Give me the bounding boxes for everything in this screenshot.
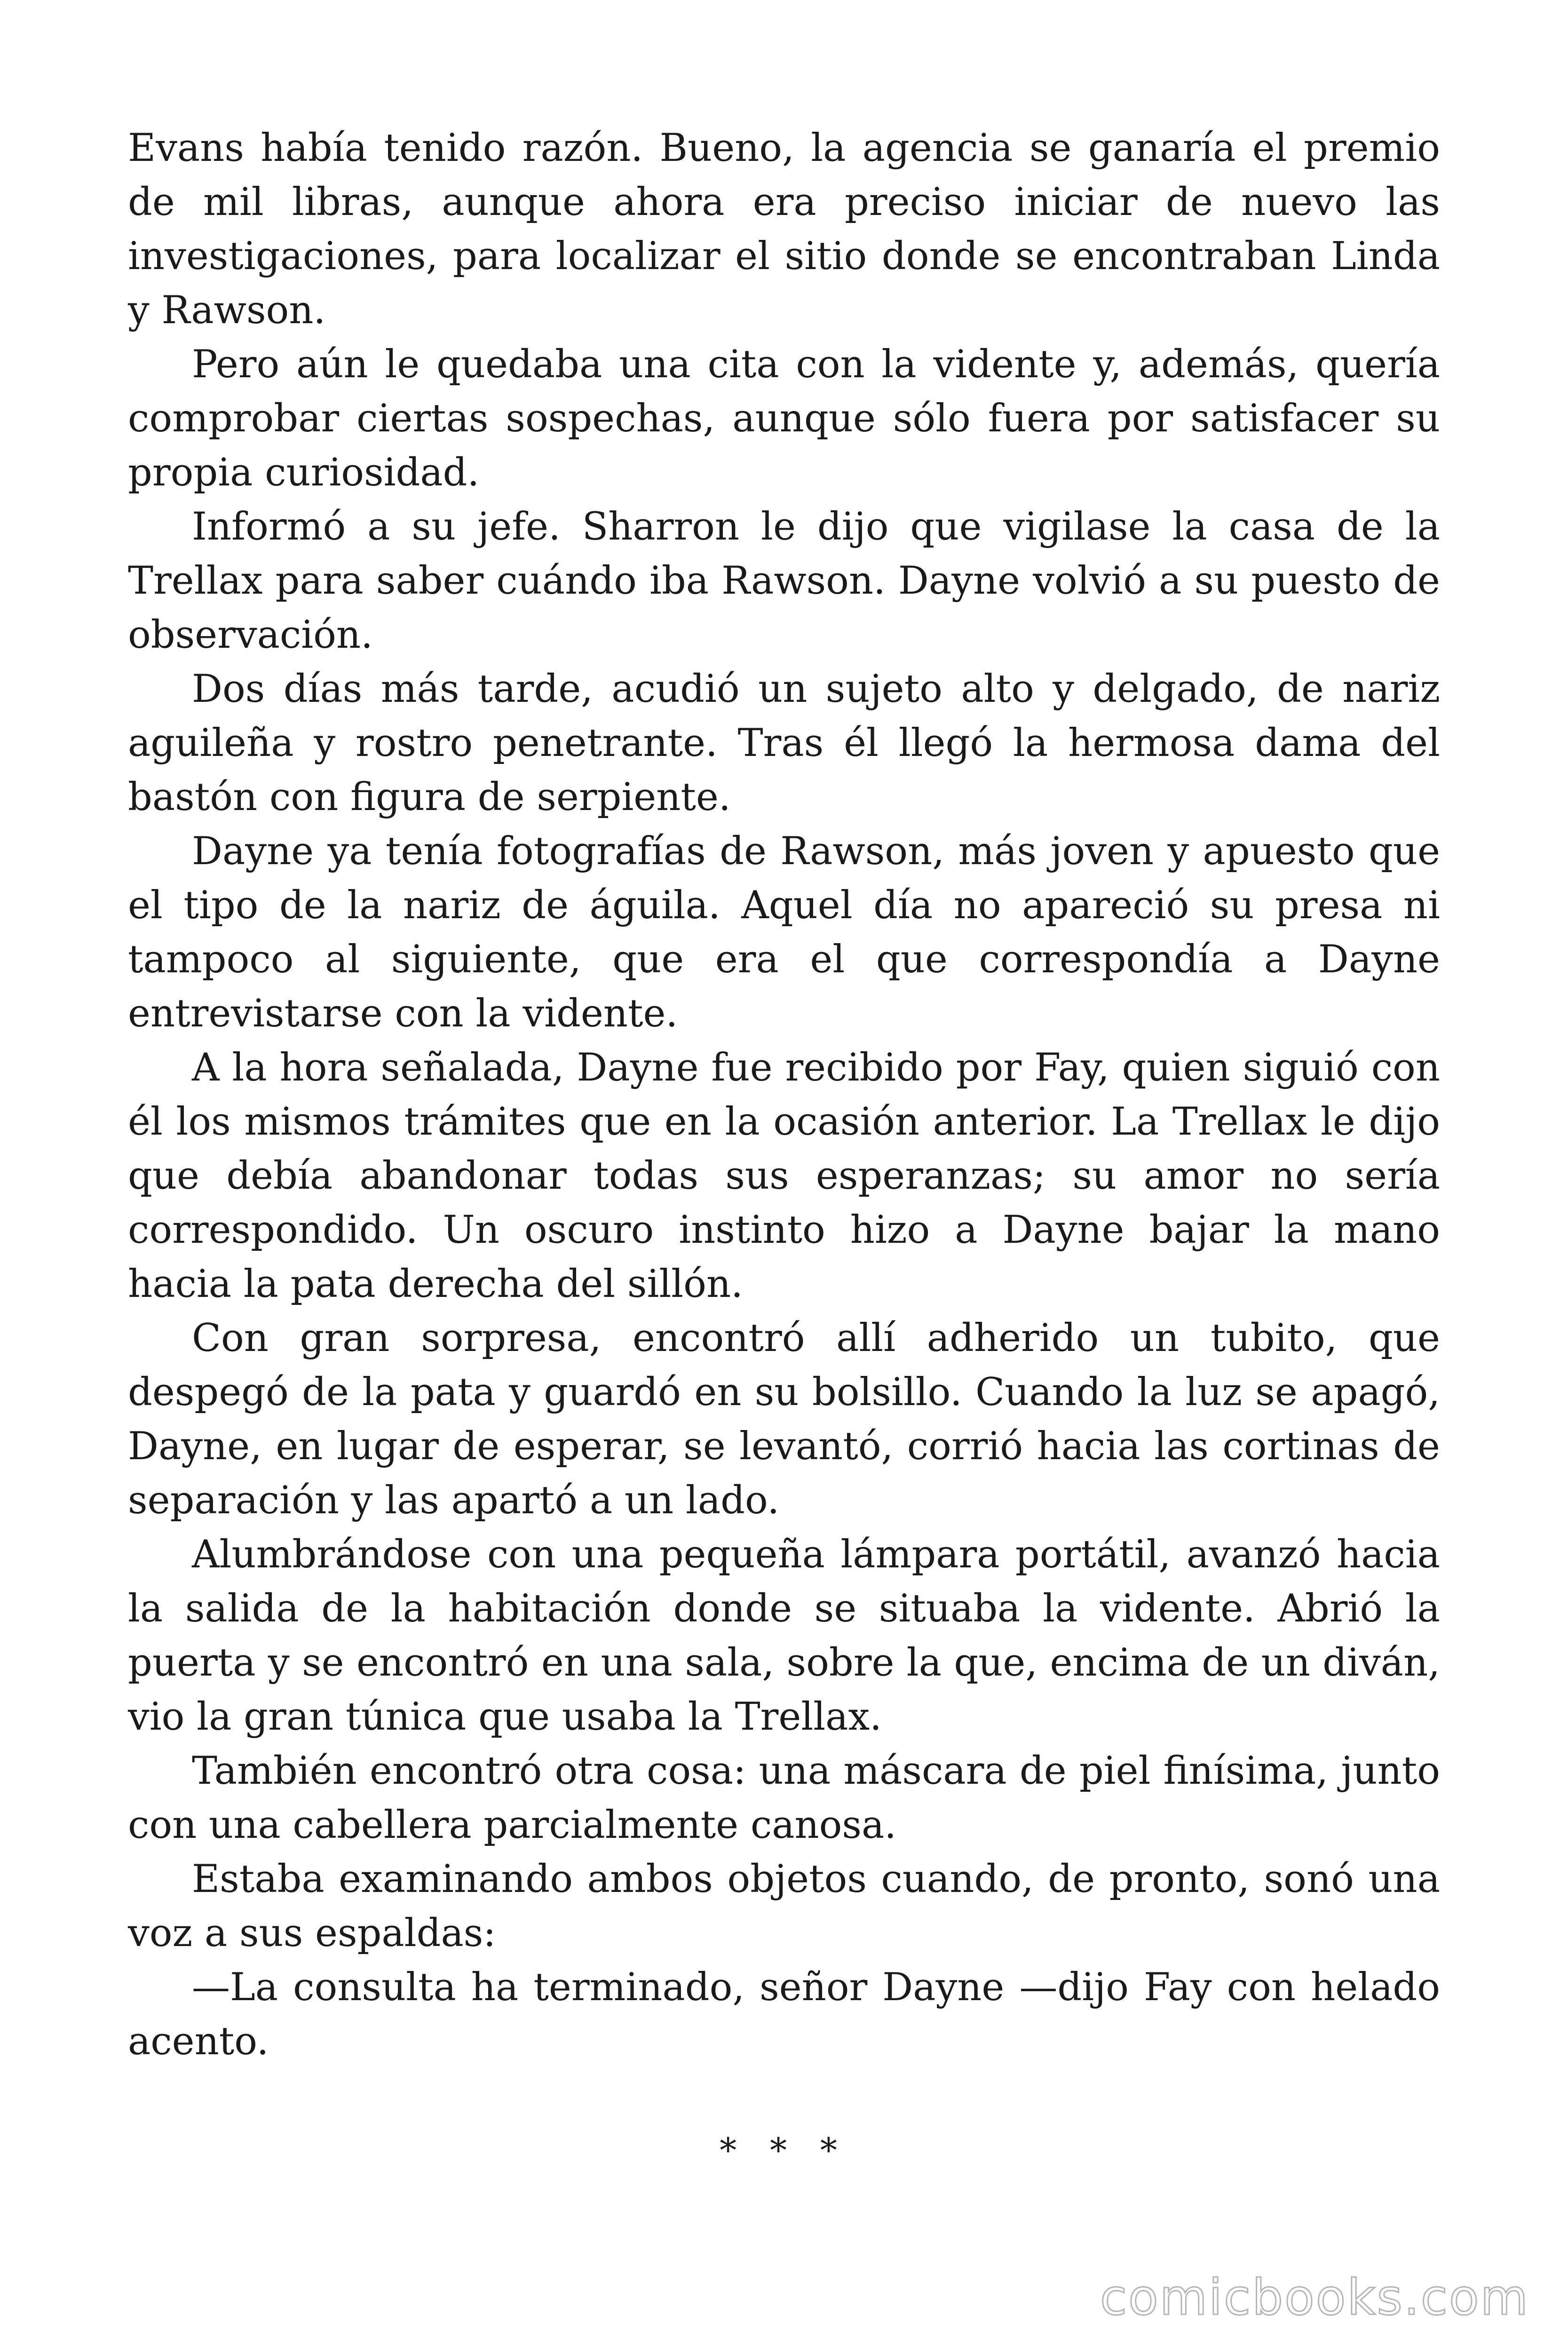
paragraph: —La consulta ha terminado, señor Dayne —dijo Fay con helado acento. [128,1965,1440,2064]
paragraph: También encontró otra cosa: una máscara de piel finísima, junto con una cabellera parcialmente canosa. [128,1749,1440,1847]
site-watermark: comicbooks.com [1100,2269,1529,2326]
paragraph: Con gran sorpresa, encontró allí adherido un tubito, que despegó de la pata y guardó en su bolsillo. Cuando la luz se apagó, Dayne, en lugar de esperar, se levantó, corrió hacia las cortinas de separación y las apartó a un lado. [128,1316,1440,1523]
paragraph: Estaba examinando ambos objetos cuando, de pronto, sonó una voz a sus espaldas: [128,1857,1440,1955]
body-text [128,121,1440,2069]
paragraph: Alumbrándose con una pequeña lámpara portátil, avanzó hacia la salida de la habitación donde se situaba la vidente. Abrió la puerta y se encontró en una sala, sobre la que, encima de un diván, vio la gran túnica que usaba la Trellax. [128,1533,1440,1739]
paragraph: Informó a su jefe. Sharron le dijo que vigilase la casa de la Trellax para saber cuándo iba Rawson. Dayne volvió a su puesto de observación. [128,505,1440,657]
paragraph: Dayne ya tenía fotografías de Rawson, más joven y apuesto que el tipo de la nariz de águila. Aquel día no apareció su presa ni tampoco al siguiente, que era el que correspondía a Dayne entrevistarse con la vidente. [128,829,1440,1036]
paragraph: Pero aún le quedaba una cita con la vidente y, además, quería comprobar ciertas sospechas, aunque sólo fuera por satisfacer su propia curiosidad. [128,342,1440,495]
section-separator: * * * [720,2130,848,2170]
paragraph: A la hora señalada, Dayne fue recibido por Fay, quien siguió con él los mismos trámites que en la ocasión anterior. La Trellax le dijo que debía abandonar todas sus esperanzas; su amor no sería correspondido. Un oscuro instinto hizo a Dayne bajar la mano hacia la pata derecha del sillón. [128,1046,1440,1306]
paragraph: Dos días más tarde, acudió un sujeto alto y delgado, de nariz aguileña y rostro penetrante. Tras él llegó la hermosa dama del bastón con figura de serpiente. [128,667,1440,819]
paragraph: Evans había tenido razón. Bueno, la agencia se ganaría el premio de mil libras, aunque ahora era preciso iniciar de nuevo las investigaciones, para localizar el sitio donde se encontraban Linda y Rawson. [128,126,1440,333]
